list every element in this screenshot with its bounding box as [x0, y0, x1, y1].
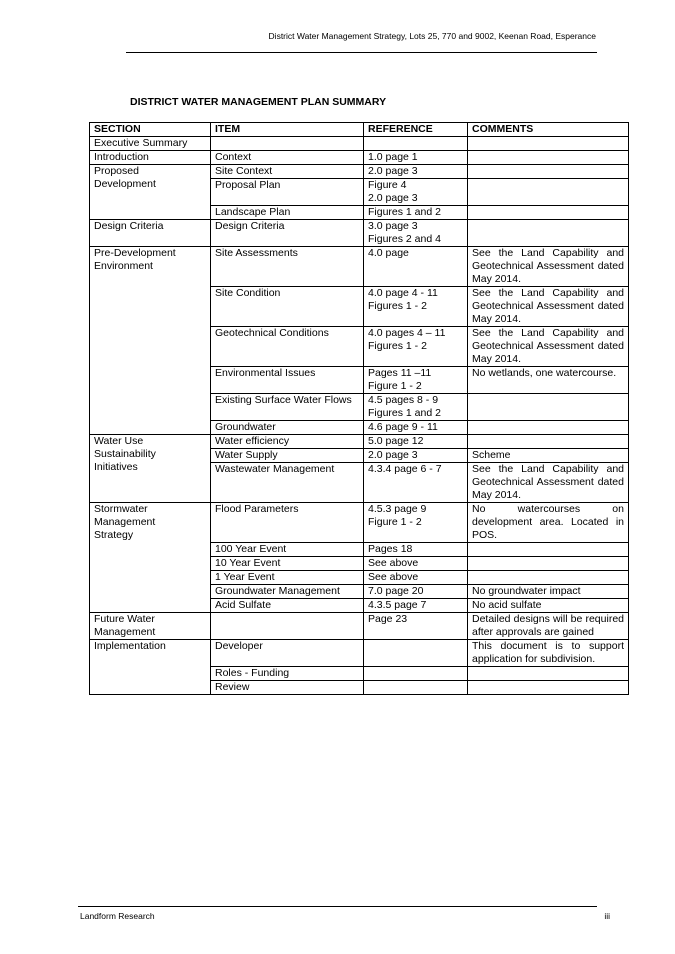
reference-cell: 4.5.3 page 9 Figure 1 - 2 — [364, 503, 468, 543]
reference-cell: 4.3.5 page 7 — [364, 599, 468, 613]
table-row — [90, 137, 629, 151]
reference-cell: See above — [364, 557, 468, 571]
item-cell: Site Context — [211, 165, 364, 179]
section-cell: Executive Summary — [90, 137, 211, 151]
item-cell: Site Assessments — [211, 247, 364, 287]
comments-cell — [468, 435, 629, 449]
item-cell: Wastewater Management — [211, 463, 364, 503]
section-cell: Pre-Development Environment — [90, 247, 211, 435]
section-cell: Proposed Development — [90, 165, 211, 220]
reference-cell: 4.3.4 page 6 - 7 — [364, 463, 468, 503]
item-cell: Design Criteria — [211, 220, 364, 247]
item-cell: Landscape Plan — [211, 206, 364, 220]
section-cell: Water Use Sustainability Initiatives — [90, 435, 211, 503]
item-cell: 1 Year Event — [211, 571, 364, 585]
comments-cell — [468, 681, 629, 695]
comments-cell: Scheme — [468, 449, 629, 463]
table-row — [90, 151, 629, 165]
comments-cell: No watercourses on development area. Located in POS. — [468, 503, 629, 543]
comments-cell: No wetlands, one watercourse. — [468, 367, 629, 394]
reference-cell: Page 23 — [364, 613, 468, 640]
reference-cell — [364, 640, 468, 667]
reference-cell: 4.6 page 9 - 11 — [364, 421, 468, 435]
comments-cell — [468, 220, 629, 247]
comments-cell — [468, 165, 629, 179]
item-cell: Review — [211, 681, 364, 695]
section-cell: Design Criteria — [90, 220, 211, 247]
reference-cell: Figures 1 and 2 — [364, 206, 468, 220]
page-title: DISTRICT WATER MANAGEMENT PLAN SUMMARY — [130, 96, 387, 108]
comments-cell — [468, 179, 629, 206]
table-row — [90, 165, 629, 179]
comments-cell: See the Land Capability and Geotechnical Assessment dated May 2014. — [468, 327, 629, 367]
table-row — [90, 220, 629, 247]
comments-cell — [468, 394, 629, 421]
page-number: iii — [604, 911, 610, 921]
reference-cell: 2.0 page 3 — [364, 165, 468, 179]
column-header-section: SECTION — [90, 123, 211, 137]
comments-cell — [468, 151, 629, 165]
comments-cell: No acid sulfate — [468, 599, 629, 613]
item-cell: Roles - Funding — [211, 667, 364, 681]
comments-cell — [468, 667, 629, 681]
item-cell: Developer — [211, 640, 364, 667]
item-cell: Environmental Issues — [211, 367, 364, 394]
section-cell: Introduction — [90, 151, 211, 165]
comments-cell: See the Land Capability and Geotechnical Assessment dated May 2014. — [468, 463, 629, 503]
item-cell: Flood Parameters — [211, 503, 364, 543]
item-cell: Site Condition — [211, 287, 364, 327]
reference-cell: 4.5 pages 8 - 9 Figures 1 and 2 — [364, 394, 468, 421]
reference-cell — [364, 137, 468, 151]
reference-cell: 3.0 page 3 Figures 2 and 4 — [364, 220, 468, 247]
item-cell: Geotechnical Conditions — [211, 327, 364, 367]
table-row — [90, 247, 629, 287]
column-header-item: ITEM — [211, 123, 364, 137]
comments-cell — [468, 206, 629, 220]
reference-cell: 7.0 page 20 — [364, 585, 468, 599]
comments-cell — [468, 557, 629, 571]
reference-cell: 2.0 page 3 — [364, 449, 468, 463]
reference-cell: 4.0 page 4 - 11 Figures 1 - 2 — [364, 287, 468, 327]
column-header-comments: COMMENTS — [468, 123, 629, 137]
footer-company: Landform Research — [80, 911, 155, 921]
reference-cell: 4.0 pages 4 – 11 Figures 1 - 2 — [364, 327, 468, 367]
comments-cell — [468, 571, 629, 585]
reference-cell: Figure 4 2.0 page 3 — [364, 179, 468, 206]
table-row — [90, 503, 629, 543]
comments-cell — [468, 543, 629, 557]
running-header: District Water Management Strategy, Lots 25, 770 and 9002, Keenan Road, Esperance — [268, 31, 596, 41]
item-cell: Proposal Plan — [211, 179, 364, 206]
table-row — [90, 640, 629, 667]
table-row — [90, 613, 629, 640]
comments-cell: See the Land Capability and Geotechnical Assessment dated May 2014. — [468, 247, 629, 287]
item-cell — [211, 137, 364, 151]
item-cell: Existing Surface Water Flows — [211, 394, 364, 421]
item-cell: Groundwater Management — [211, 585, 364, 599]
section-cell: Implementation — [90, 640, 211, 695]
reference-cell — [364, 667, 468, 681]
footer-rule — [78, 906, 597, 907]
section-cell: Stormwater Management Strategy — [90, 503, 211, 613]
comments-cell: No groundwater impact — [468, 585, 629, 599]
comments-cell: This document is to support application for subdivision. — [468, 640, 629, 667]
comments-cell — [468, 421, 629, 435]
reference-cell: 1.0 page 1 — [364, 151, 468, 165]
item-cell: Water Supply — [211, 449, 364, 463]
summary-table — [89, 122, 629, 695]
item-cell: Water efficiency — [211, 435, 364, 449]
comments-cell: See the Land Capability and Geotechnical Assessment dated May 2014. — [468, 287, 629, 327]
reference-cell: Pages 11 –11 Figure 1 - 2 — [364, 367, 468, 394]
reference-cell — [364, 681, 468, 695]
reference-cell: 5.0 page 12 — [364, 435, 468, 449]
column-header-reference: REFERENCE — [364, 123, 468, 137]
reference-cell: See above — [364, 571, 468, 585]
header-rule — [126, 52, 597, 53]
item-cell — [211, 613, 364, 640]
reference-cell: 4.0 page — [364, 247, 468, 287]
item-cell: Context — [211, 151, 364, 165]
section-cell: Future Water Management — [90, 613, 211, 640]
item-cell: 10 Year Event — [211, 557, 364, 571]
item-cell: 100 Year Event — [211, 543, 364, 557]
comments-cell: Detailed designs will be required after approvals are gained — [468, 613, 629, 640]
comments-cell — [468, 137, 629, 151]
reference-cell: Pages 18 — [364, 543, 468, 557]
table-header-row — [90, 123, 629, 137]
table-row — [90, 435, 629, 449]
item-cell: Acid Sulfate — [211, 599, 364, 613]
item-cell: Groundwater — [211, 421, 364, 435]
